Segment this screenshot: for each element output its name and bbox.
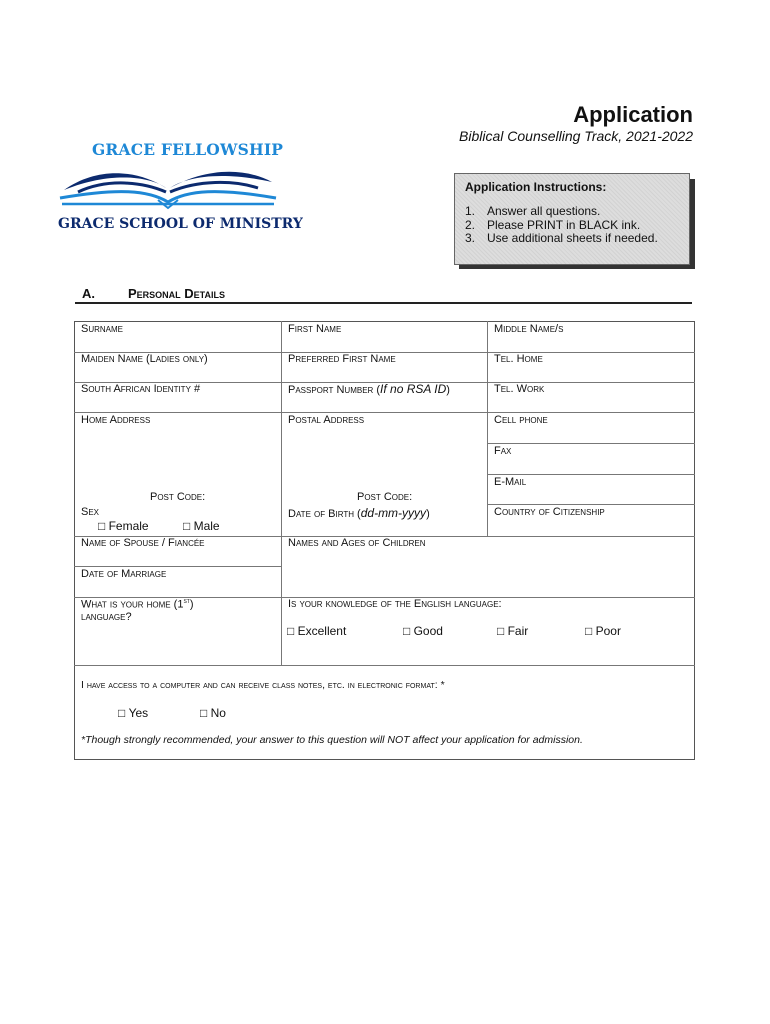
computer-no-option[interactable]: □ No — [200, 706, 226, 720]
english-knowledge-label: Is your knowledge of the English language: — [288, 598, 502, 610]
logo — [58, 140, 303, 240]
instruction-item: 1. Answer all questions. — [465, 204, 601, 218]
section-title: Personal Details — [128, 286, 226, 301]
instructions-heading: Application Instructions: — [465, 180, 607, 194]
tel-home-field[interactable]: Tel. Home — [494, 353, 543, 365]
postal-address-field[interactable]: Postal Address — [288, 414, 365, 426]
checkbox-icon[interactable]: □ — [585, 624, 593, 638]
sex-male-option[interactable]: □ Male — [183, 519, 220, 533]
home-language-field[interactable]: What is your home (1st) — [81, 598, 194, 611]
email-field[interactable]: E-Mail — [494, 476, 527, 488]
sex-female-option[interactable]: □ Female — [98, 519, 149, 533]
preferred-first-name-field[interactable]: Preferred First Name — [288, 353, 396, 365]
checkbox-icon[interactable]: □ — [287, 624, 295, 638]
checkbox-icon[interactable]: □ — [200, 706, 208, 720]
checkbox-icon[interactable]: □ — [118, 706, 126, 720]
instruction-item: 2. Please PRINT in BLACK ink. — [465, 217, 641, 232]
country-citizenship-field[interactable]: Country of Citizenship — [494, 506, 605, 518]
checkbox-icon[interactable]: □ — [497, 624, 505, 638]
fax-field[interactable]: Fax — [494, 445, 512, 457]
spouse-name-field[interactable]: Name of Spouse / Fiancée — [81, 537, 205, 549]
english-excellent-option[interactable]: □ Excellent — [287, 624, 347, 638]
surname-field[interactable]: Surname — [81, 323, 124, 335]
checkbox-icon[interactable]: □ — [403, 624, 411, 638]
post-code-postal[interactable]: Post Code: — [357, 491, 413, 503]
post-code-home[interactable]: Post Code: — [150, 491, 206, 503]
section-letter: A. — [82, 286, 95, 301]
checkbox-icon[interactable]: □ — [98, 519, 106, 533]
page-subtitle: Biblical Counselling Track, 2021-2022 — [459, 128, 693, 144]
divider — [74, 412, 695, 413]
first-name-field[interactable]: First Name — [288, 323, 342, 335]
page-title: Application — [573, 102, 693, 127]
home-address-field[interactable]: Home Address — [81, 414, 151, 426]
sa-identity-field[interactable]: South African Identity # — [81, 383, 201, 395]
checkbox-icon[interactable]: □ — [183, 519, 191, 533]
cell-phone-field[interactable]: Cell phone — [494, 414, 548, 426]
open-book-icon — [58, 162, 278, 214]
instructions-list — [465, 205, 658, 246]
footnote: *Though strongly recommended, your answer to this question will NOT affect your application for admission. — [81, 734, 583, 746]
divider — [281, 321, 282, 536]
divider — [281, 536, 282, 665]
logo-line1: GRACE FELLOWSHIP — [92, 140, 284, 159]
english-good-option[interactable]: □ Good — [403, 624, 443, 638]
computer-access-label: I have access to a computer and can receive class notes, etc. in electronic format: * — [81, 679, 445, 691]
english-poor-option[interactable]: □ Poor — [585, 624, 621, 638]
home-language-label-cont: language? — [81, 611, 132, 623]
divider — [74, 566, 282, 567]
logo-line2: GRACE SCHOOL OF MINISTRY — [58, 216, 303, 232]
date-of-birth-field[interactable]: Date of Birth (dd-mm-yyyy) — [288, 506, 430, 520]
section-divider — [75, 302, 692, 304]
instruction-item: 3. Use additional sheets if needed. — [465, 231, 658, 245]
divider — [487, 443, 695, 444]
divider — [74, 665, 695, 666]
computer-yes-option[interactable]: □ Yes — [118, 706, 149, 720]
middle-names-field[interactable]: Middle Name/s — [494, 323, 564, 335]
date-of-marriage-field[interactable]: Date of Marriage — [81, 568, 167, 580]
passport-number-field[interactable]: Passport Number (If no RSA ID) — [288, 382, 450, 396]
divider — [487, 474, 695, 475]
english-fair-option[interactable]: □ Fair — [497, 624, 529, 638]
instructions-box — [454, 173, 690, 265]
tel-work-field[interactable]: Tel. Work — [494, 383, 545, 395]
divider — [487, 504, 695, 505]
sex-label: Sex — [81, 506, 100, 518]
maiden-name-field[interactable]: Maiden Name (Ladies only) — [81, 353, 208, 365]
children-field[interactable]: Names and Ages of Children — [288, 537, 426, 549]
